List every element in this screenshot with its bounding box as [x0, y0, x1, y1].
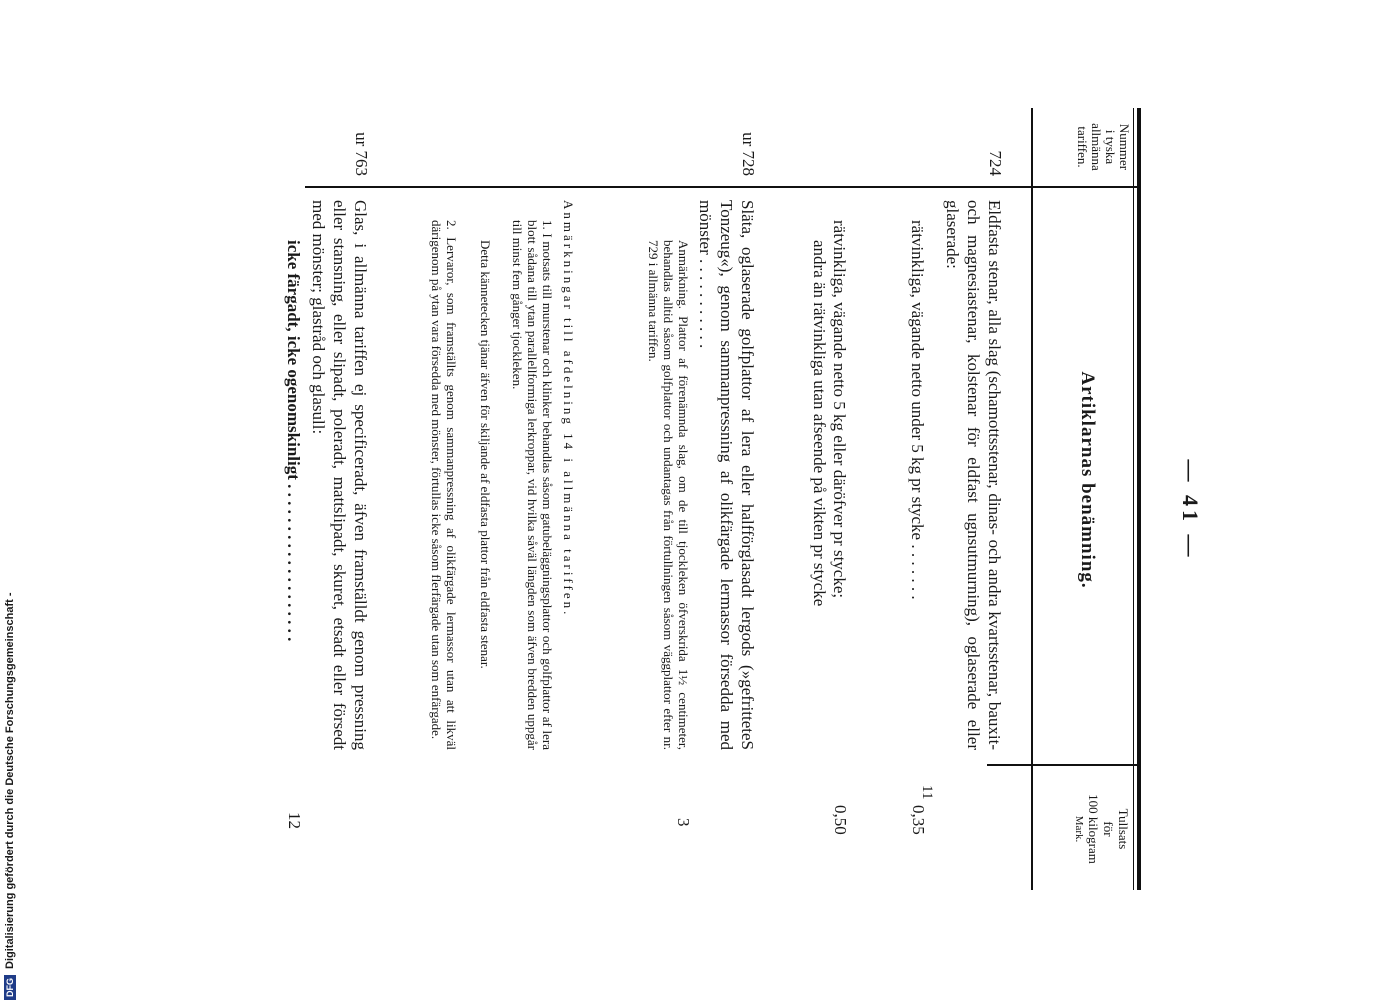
article-sub-763: icke färgadt, icke ogenomskinligt . . . . . . . . . . . . . . . . . . .: [284, 240, 303, 642]
header-rate-line: 100 kilogram: [1086, 794, 1101, 864]
column-divider-rate: [987, 764, 1139, 766]
notes-heading: Anmärkningar till afdelning 14 i allmänna tariffen.: [561, 200, 576, 618]
header-number-line: i tyska: [1103, 129, 1118, 165]
rate-763: 12: [285, 812, 304, 829]
article-sub-724c: andra än rätvinkliga utan afseende på vikten pr stycke: [810, 240, 829, 607]
header-number-column: [1075, 110, 1131, 184]
article-text-763: Glas, i allmänna tariffen ej specificeradt, äfven framställdt genom pressning eller stansning, eller slipadt, poleradt, mattslipadt, skuret, etsadt eller försedt med mönster; glastråd och glasull:: [309, 200, 370, 750]
rate-724b: 0,50: [831, 805, 850, 835]
credit-text: Digitalisierung gefördert durch die Deutsche Forschungsgemeinschaft -: [4, 592, 16, 969]
dfg-logo: DFG: [4, 975, 16, 1000]
article-text-728: Släta, oglaserade golfplattor af lera eller halfförglasadt lergods (»gefritteteS Tonzeug«), genom sammanpressning af olikfärgade lermassor försedda med mönster . . . . . . . . . . .: [696, 200, 757, 750]
note-1b: Detta kännetecken tjänar äfven för skiljande af eldfasta plattor från eldfasta stenar.: [478, 240, 493, 669]
tariff-number-728: ur 728: [739, 132, 758, 176]
header-number-line: allmänna: [1089, 123, 1104, 171]
header-rate-line: Tullsats: [1116, 808, 1131, 850]
header-rate-unit: Mark.: [1073, 815, 1085, 843]
table-top-rule-thin: [1133, 108, 1134, 890]
remark-728: Anmärkning. Plattor af förenämnda slag, om de till tjockleken öfverskrida 1½ centimeter, behandlas alltid såsom golfplattor och undantagas från förtullningen såsom väggplattor efter nr. 729 i allmänna tariffen.: [646, 240, 691, 750]
header-number-line: tariffen.: [1075, 126, 1090, 168]
table-header-rule: [1031, 108, 1033, 890]
tariff-number-724: 724: [986, 150, 1005, 176]
header-number-line: Nummer: [1117, 123, 1132, 171]
header-rate-line: för: [1101, 821, 1116, 837]
rate-724a: 0,35: [909, 805, 928, 835]
note-2: 2. Lervaror, som framställts genom sammanpressning af olikfärgade lermassor utan att likväl därigenom på ytan vara försedda med mönster, förtullas icke såsom flerfärgade utan som enfärgade.: [429, 220, 459, 750]
article-text-724: Eldfasta stenar, alla slag (schamottsstenar, dinas- och andra kvartsstenar, bauxit- och magnesiastenar, kolstenar för eldfast ugnsutmurning), oglaserade eller glaserade:: [943, 200, 1004, 750]
page-marginal-11: 11: [919, 785, 935, 800]
rate-728: 3: [674, 818, 693, 827]
header-rate-column: [1071, 770, 1131, 888]
note-1: 1. I motsats till murstenar och klinker behandlas såsom gatubeläggningsplattor och golfplattor af lera blott sådana till ytan parallellformiga lerkroppar, vid hvilka såväl längden som äfven bredden uppgår till minst fem gånger tjockleken.: [510, 220, 555, 750]
article-sub-724a: rätvinkliga, vägande netto under 5 kg pr stycke . . . . . . .: [908, 220, 927, 600]
column-divider-number: [305, 186, 1139, 188]
article-sub-724b: rätvinkliga, vägande netto 5 kg eller däröfver pr stycke;: [830, 220, 849, 599]
tariff-number-763: ur 763: [352, 132, 371, 176]
page-number: — 41 —: [1178, 459, 1203, 561]
digitization-credit: [0, 592, 20, 1000]
table-top-rule: [1137, 108, 1141, 890]
header-article-column: Artiklarnas benämning.: [1077, 371, 1098, 589]
